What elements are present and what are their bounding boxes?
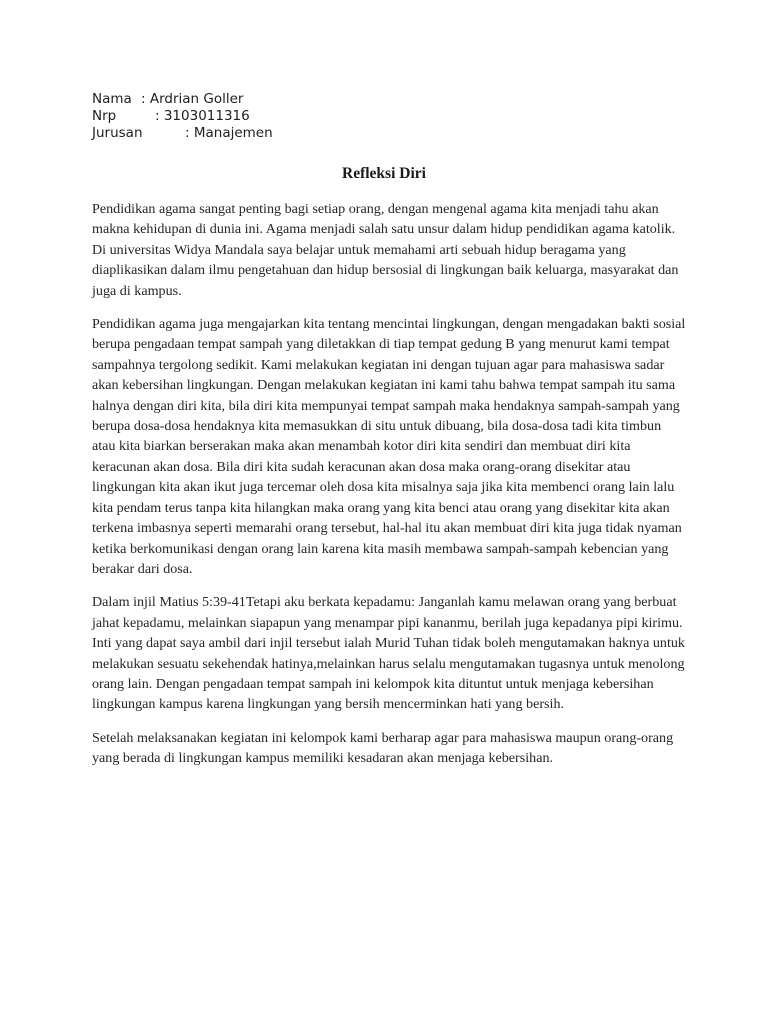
nrp-value: : 3103011316 [155,108,250,124]
name-value: : Ardrian Goller [141,91,244,107]
paragraph-1: Pendidikan agama sangat penting bagi setiap orang, dengan mengenal agama kita menjadi tahu akan makna kehidupan di dunia ini. Agama menjadi salah satu unsur dalam hidup pendidikan agama katolik. Di universitas Widya Mandala saya belajar untuk memahami arti sebuah hidup beragama yang diaplikasikan dalam ilmu pengetahuan dan hidup bersosial di lingkungan baik keluarga, masyarakat dan juga di kampus. [92,201,679,299]
document-title: Refleksi Diri [342,165,426,182]
name-row [92,91,244,108]
student-info [92,91,273,142]
name-label: Nama [92,91,132,107]
jurusan-label: Jurusan [92,125,143,141]
jurusan-value: : Manajemen [185,125,273,141]
nrp-row [92,108,250,125]
document-body [92,199,686,782]
paragraph-4: Setelah melaksanakan kegiatan ini kelompok kami berharap agar para mahasiswa maupun orang-orang yang berada di lingkungan kampus memiliki kesadaran akan menjaga kebersihan. [92,729,674,767]
nrp-label: Nrp [92,108,117,124]
jurusan-row [92,125,273,142]
paragraph-3: Dalam injil Matius 5:39-41Tetapi aku berkata kepadamu: Janganlah kamu melawan orang yang berbuat jahat kepadamu, melainkan siapapun yang menampar pipi kananmu, berilah juga kepadanya pipi kirimu. Inti yang dapat saya ambil dari injil tersebut ialah Murid Tuhan tidak boleh mengutamakan haknya untuk melakukan sesuatu sekehendak hatinya,melainkan harus selalu mengutamakan tugasnya untuk menolong orang lain. Dengan pengadaan tempat sampah ini kelompok kita dituntut untuk menjaga kebersihan lingkungan kampus karena lingkungan yang bersih mencerminkan hati yang bersih. [92,594,685,713]
paragraph-2: Pendidikan agama juga mengajarkan kita tentang mencintai lingkungan, dengan mengadakan bakti sosial berupa pengadaan tempat sampah yang diletakkan di tiap tempat gedung B yang menurut kami tempat sampahnya tergolong sedikit. Kami melakukan kegiatan ini dengan tujuan agar para mahasiswa sadar akan kebersihan lingkungan. Dengan melakukan kegiatan ini kami tahu bahwa tempat sampah itu sama halnya dengan diri kita, bila diri kita mempunyai tempat sampah maka hendaknya sampah-sampah yang berupa dosa-dosa hendaknya kita memasukkan di situ untuk dibuang, bila dosa-dosa tadi kita timbun atau kita biarkan berserakan maka akan menambah kotor diri kita sendiri dan membuat diri kita keracunan akan dosa. Bila diri kita sudah keracunan akan dosa maka orang-orang disekitar atau lingkungan kita akan ikut juga tercemar oleh dosa kita misalnya saja jika kita membenci orang lain lalu kita pendam terus tanpa kita hilangkan maka orang yang kita benci atau orang yang disekitar kita akan terkena imbasnya seperti memarahi orang tersebut, hal-hal itu akan membuat diri kita juga tidak nyaman ketika berkomunikasi dengan orang lain karena kita masih membawa sampah-sampah kebencian yang berakar dari dosa. [92,316,686,577]
